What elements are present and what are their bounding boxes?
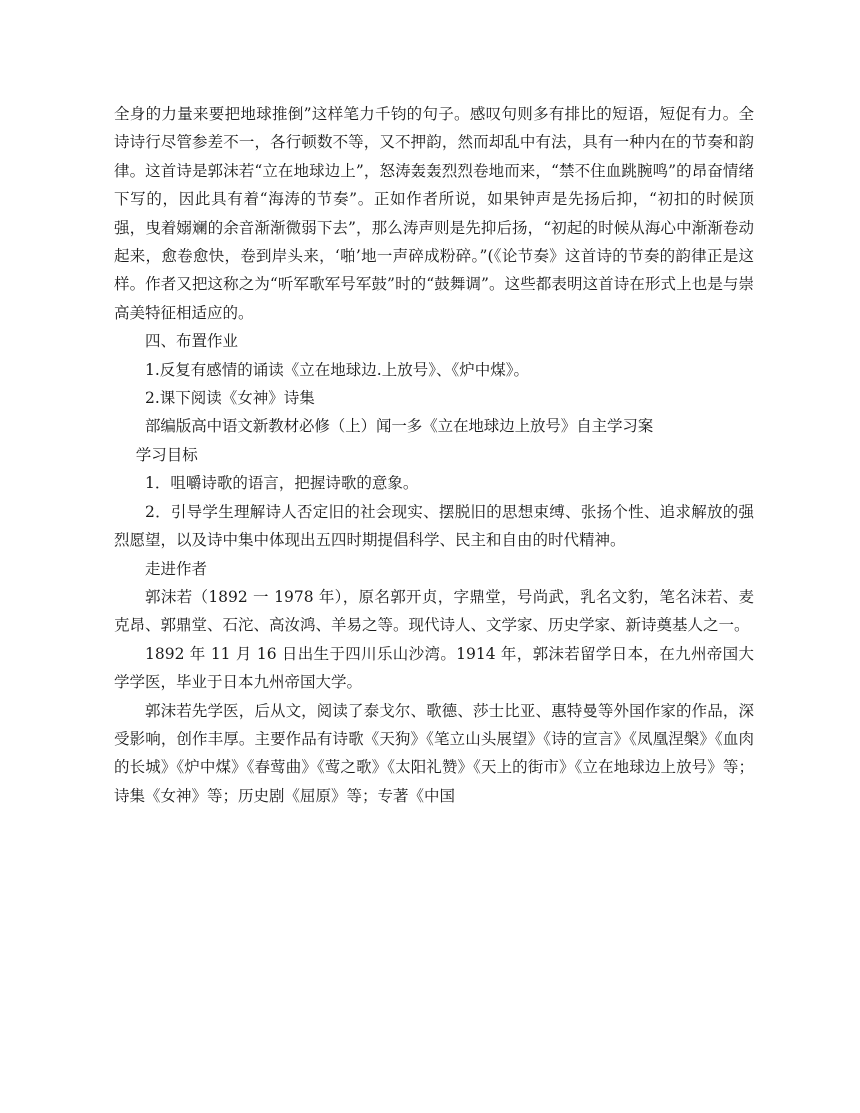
author-works-paragraph: 郭沫若先学医，后从文，阅读了泰戈尔、歌德、莎士比亚、惠特曼等外国作家的作品，深受影响，创作丰厚。主要作品有诗歌《天狗》《笔立山头展望》《诗的宣言》《凤凰涅槃》《血肉的长城》《炉中煤》《春莺曲》《莺之歌》《太阳礼赞》《天上的街市》《立在地球边上放号》等；诗集《女神》等；历史剧《屈原》等；专著《中国 <box>114 701 754 805</box>
homework-item-2: 2.课下阅读《女神》诗集 <box>145 389 315 408</box>
section-heading-homework: 四、布置作业 <box>145 332 239 351</box>
paragraph-poem-rhythm-analysis: 全身的力量来要把地球推倒”这样笔力千钧的句子。感叹句则多有排比的短语，短促有力。全诗诗行尽管参差不一，各行顿数不等，又不押韵，然而却乱中有法，具有一种内在的节奏和韵律。这首诗是郭沫若“立在地球边上”，怒涛轰轰烈烈卷地而来，“禁不住血跳腕鸣”的昂奋情绪下写的，因此具有着“海涛的节奏”。正如作者所说，如果钟声是先扬后抑，“初扣的时候顶强，曳着嫋斓的余音渐渐微弱下去”，那么涛声则是先抑后扬，“初起的时候从海心中渐渐卷动起来，愈卷愈快，卷到岸头来，‘啪’地一声碎成粉碎。”(《论节奏》这首诗的节奏的韵律正是这样。作者又把这称之为“听军歌军号军鼓”时的“鼓舞调”。这些都表明这首诗在形式上也是与崇高美特征相适应的。 <box>114 105 754 322</box>
learning-goal-1: 1．咀嚼诗歌的语言，把握诗歌的意象。 <box>145 474 419 493</box>
study-plan-title: 部编版高中语文新教材必修（上）闻一多《立在地球边上放号》自主学习案 <box>145 417 654 436</box>
author-bio-paragraph: 郭沫若（1892 一 1978 年），原名郭开贞，字鼎堂，号尚武，乳名文豹，笔名沫若、麦克昂、郭鼎堂、石沱、高汝鸿、羊易之等。现代诗人、文学家、历史学家、新诗奠基人之一。 <box>114 587 754 635</box>
document-body <box>114 100 754 810</box>
section-heading-learning-goals: 学习目标 <box>135 445 198 464</box>
learning-goal-2: 2．引导学生理解诗人否定旧的社会现实、摆脱旧的思想束缚、张扬个性、追求解放的强烈愿望，以及诗中集中体现出五四时期提倡科学、民主和自由的时代精神。 <box>114 502 754 550</box>
homework-item-1: 1.反复有感情的诵读《立在地球边.上放号》、《炉中煤》。 <box>145 360 529 379</box>
author-birth-education-paragraph: 1892 年 11 月 16 日出生于四川乐山沙湾。1914 年，郭沫若留学日本，在九州帝国大学学医，毕业于日本九州帝国大学。 <box>114 644 754 692</box>
section-heading-about-author: 走进作者 <box>145 559 208 578</box>
